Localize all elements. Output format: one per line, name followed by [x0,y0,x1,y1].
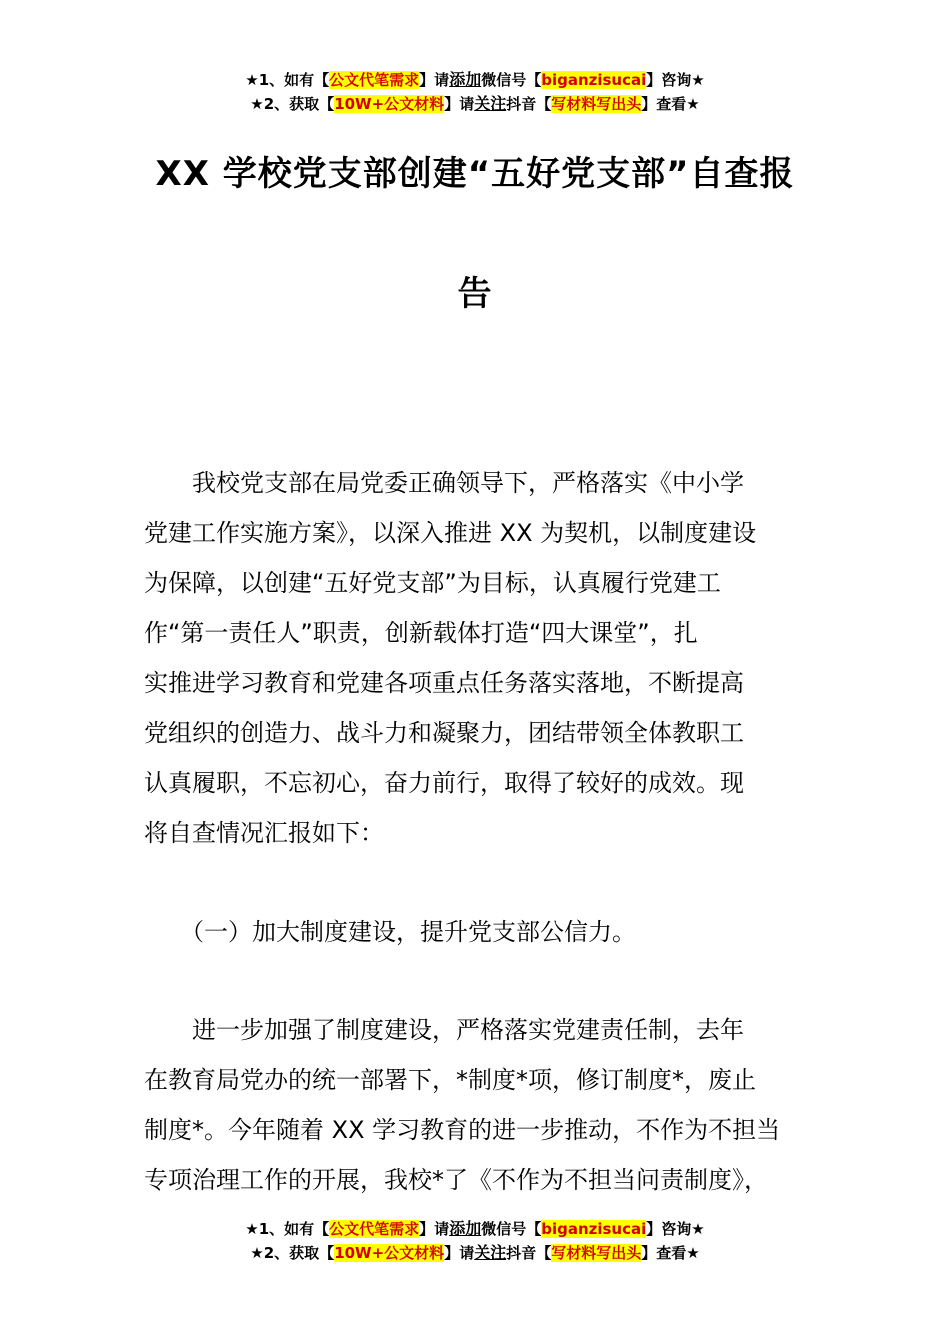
promo-douyin-id: 写材料写出头 [551,1244,642,1262]
promo-text: 】请 [444,1244,475,1262]
promo-emphasis: 关注 [474,1243,507,1262]
promo-text: 微信号【 [481,71,542,89]
promo-highlight: 10W+公文材料 [334,95,445,113]
text-line: 专项治理工作的开展，我校*了《不作为不担当问责制度》， [144,1166,768,1194]
text-line: 党组织的创造力、战斗力和凝聚力，团结带领全体教职工 [144,719,744,747]
promo-line-1 [0,1217,950,1241]
promo-banner-top [0,68,950,116]
promo-douyin-id: 写材料写出头 [551,95,642,113]
promo-text: ★1、如有【 [245,1220,330,1238]
promo-text: 】请 [419,71,450,89]
promo-emphasis: 关注 [474,94,507,113]
text-line: 党建工作实施方案》，以深入推进 XX 为契机，以制度建设 [144,519,757,547]
section-heading-text: （一）加大制度建设，提升党支部公信力。 [144,918,636,946]
promo-highlight: 公文代笔需求 [329,1220,420,1238]
text-line: 制度*。今年随着 XX 学习教育的进一步推动，不作为不担当 [144,1116,781,1144]
promo-wechat-id: biganzisucai [541,1220,647,1238]
promo-text: 抖音【 [506,1244,552,1262]
text-line: 我校党支部在局党委正确领导下，严格落实《中小学 [144,469,744,497]
paragraph-intro [144,458,814,858]
section-heading [144,907,814,957]
promo-highlight: 10W+公文材料 [334,1244,445,1262]
promo-text: 】请 [419,1220,450,1238]
promo-banner-bottom [0,1217,950,1265]
paragraph-section-1 [144,1005,814,1205]
promo-highlight: 公文代笔需求 [329,71,420,89]
promo-wechat-id: biganzisucai [541,71,647,89]
promo-text: ★2、获取【 [250,95,335,113]
promo-text: 】查看★ [641,1244,700,1262]
text-line: 作“第一责任人”职责，创新载体打造“四大课堂”，扎 [144,619,698,647]
promo-emphasis: 添加 [449,1219,482,1238]
promo-text: 抖音【 [506,95,552,113]
text-line: 将自查情况汇报如下： [144,819,384,847]
promo-text: 微信号【 [481,1220,542,1238]
text-line: 进一步加强了制度建设，严格落实党建责任制，去年 [144,1016,744,1044]
promo-text: ★2、获取【 [250,1244,335,1262]
text-line: 实推进学习教育和党建各项重点任务落实落地，不断提高 [144,669,744,697]
text-line: 在教育局党办的统一部署下，*制度*项，修订制度*，废止 [144,1066,756,1094]
promo-text: 】咨询★ [646,1220,705,1238]
promo-line-2 [0,92,950,116]
promo-text: 】请 [444,95,475,113]
promo-text: 】查看★ [641,95,700,113]
promo-line-2 [0,1241,950,1265]
text-line: 认真履职，不忘初心，奋力前行，取得了较好的成效。现 [144,769,744,797]
document-title-continued: 告 [457,274,493,314]
promo-line-1 [0,68,950,92]
promo-text: ★1、如有【 [245,71,330,89]
promo-emphasis: 添加 [449,70,482,89]
document-title: XX 学校党支部创建“五好党支部”自查报 [155,154,795,194]
text-line: 为保障，以创建“五好党支部”为目标，认真履行党建工 [144,569,721,597]
promo-text: 】咨询★ [646,71,705,89]
